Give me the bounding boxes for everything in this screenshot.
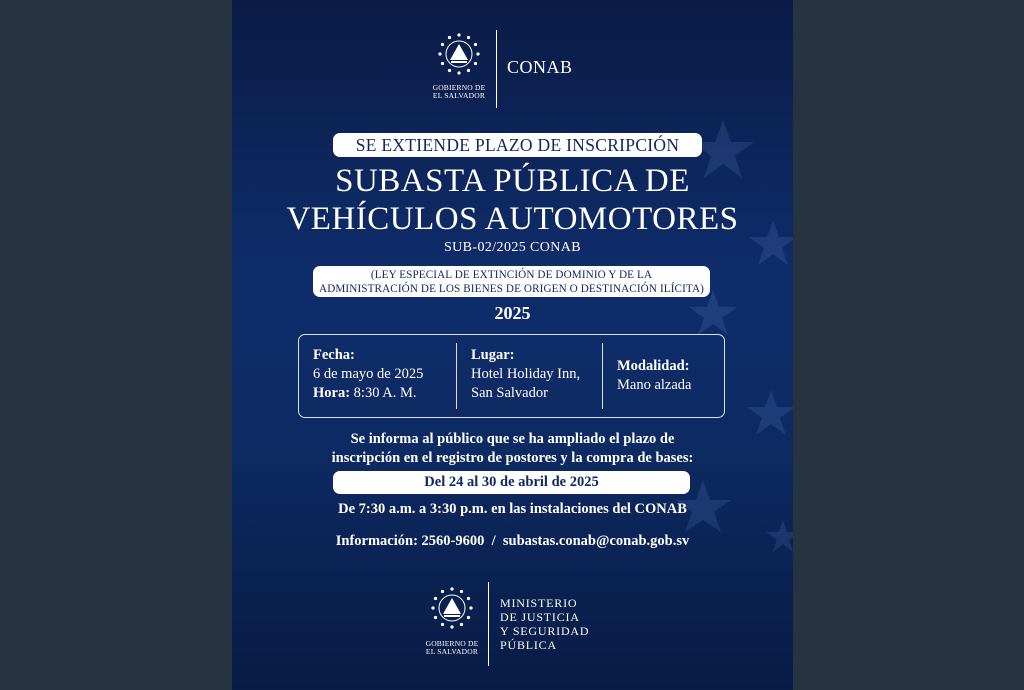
fecha-value: 6 de mayo de 2025 — [313, 366, 424, 382]
lugar-label: Lugar: — [471, 347, 515, 363]
lugar-line-2: San Salvador — [471, 385, 548, 401]
contact-info: Información: 2560-9600 / subastas.conab@conab.gob.sv — [335, 533, 690, 549]
star-icon — [747, 390, 793, 435]
ministry-label: MINISTERIO DE JUSTICIA Y SEGURIDAD PÚBLICA — [500, 596, 590, 652]
logo-divider — [496, 30, 497, 108]
modalidad-label: Modalidad: — [617, 358, 690, 374]
auction-code: SUB-02/2025 CONAB — [443, 240, 582, 255]
gobierno-label: GOBIERNO DE EL SALVADOR — [432, 83, 486, 100]
hora-value: 8:30 A. M. — [353, 385, 417, 401]
date-column — [313, 346, 423, 403]
logo-divider — [488, 582, 489, 666]
place-column — [471, 346, 580, 403]
conab-label: CONAB — [507, 57, 573, 77]
year-label: 2025 — [494, 303, 531, 323]
notice-paragraph: Se informa al público que se ha ampliado el plazo de inscripción en el registro de postores y la compra de bases: — [331, 431, 694, 466]
announcement-poster — [232, 0, 793, 690]
bottom-logo — [420, 582, 620, 666]
title-line-1: SUBASTA PÚBLICA DE — [335, 163, 690, 199]
law-banner: (LEY ESPECIAL DE EXTINCIÓN DE DOMINIO Y DE LA ADMINISTRACIÓN DE LOS BIENES DE ORIGEN O DESTINACIÓN ILÍCITA) — [313, 266, 710, 297]
gobierno-label: GOBIERNO DE EL SALVADOR — [425, 639, 479, 656]
coat-of-arms-icon — [437, 32, 481, 76]
event-details-box — [298, 334, 725, 418]
title-line-2: VEHÍCULOS AUTOMOTORES — [286, 201, 739, 237]
extension-banner: SE EXTIENDE PLAZO DE INSCRIPCIÓN — [333, 133, 702, 157]
fecha-label: Fecha: — [313, 347, 355, 363]
mode-column — [617, 357, 691, 395]
schedule-text: De 7:30 a.m. a 3:30 p.m. en las instalaciones del CONAB — [338, 501, 687, 517]
column-divider — [456, 343, 457, 409]
registration-dates: Del 24 al 30 de abril de 2025 — [333, 471, 690, 494]
top-logo — [427, 30, 627, 110]
lugar-line-1: Hotel Holiday Inn, — [471, 366, 581, 382]
modalidad-value: Mano alzada — [617, 377, 692, 393]
coat-of-arms-icon — [430, 586, 474, 630]
hora-label: Hora: — [313, 385, 351, 401]
column-divider — [602, 343, 603, 409]
